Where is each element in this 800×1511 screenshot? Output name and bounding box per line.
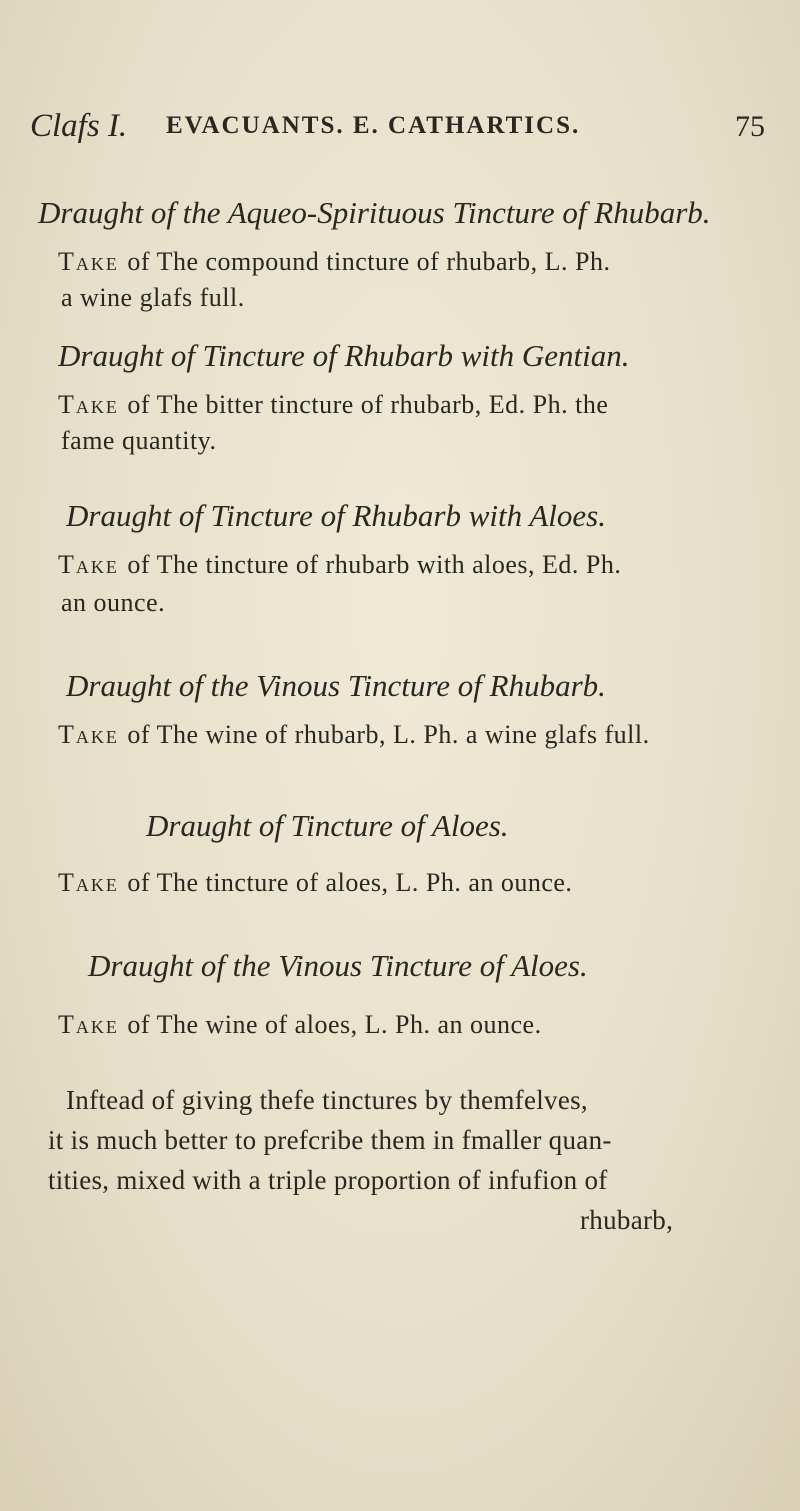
recipe-line [58,247,611,277]
section-label: Clafs I. [30,108,128,144]
recipe-line [58,720,650,750]
recipe-line [58,1010,542,1040]
recipe-line [58,868,572,898]
recipe-line: an ounce. [61,588,166,617]
recipe-entry [0,338,800,458]
paragraph-line: rhubarb, [580,1205,674,1235]
recipe-entry [0,808,800,898]
closing-paragraph [0,1085,800,1265]
paragraph-line: Inftead of giving thefe tinctures by themfelves, [66,1085,588,1115]
recipe-text: of The wine of aloes, L. Ph. an ounce. [127,1010,542,1039]
recipe-entry [0,948,800,1038]
recipe-entry [0,668,800,758]
recipe-text: of The bitter tincture of rhubarb, Ed. Ph. the [127,390,609,419]
paragraph-line: tities, mixed with a triple proportion of infufion of [48,1165,608,1195]
recipe-text: of The tincture of rhubarb with aloes, Ed. Ph. [127,550,622,579]
recipe-title: Draught of the Vinous Tincture of Rhubarb. [66,668,606,703]
recipe-text: of The compound tincture of rhubarb, L. Ph. [127,247,611,276]
recipe-line [58,550,621,580]
recipe-text: of The tincture of aloes, L. Ph. an ounce. [127,868,573,897]
recipe-line: a wine glafs full. [61,283,245,312]
take-word: Take [58,1010,128,1039]
recipe-title: Draught of Tincture of Rhubarb with Aloes. [66,498,606,533]
recipe-text: of The wine of rhubarb, L. Ph. a wine glafs full. [127,720,650,749]
recipe-line: fame quantity. [61,426,217,455]
take-word: Take [58,247,128,276]
recipe-entry [0,195,800,315]
recipe-title: Draught of the Vinous Tincture of Aloes. [88,948,588,983]
paragraph-line: it is much better to prefcribe them in fmaller quan- [48,1125,612,1155]
running-title: EVACUANTS. E. CATHARTICS. [166,112,581,139]
recipe-entry [0,498,800,618]
recipe-title: Draught of the Aqueo-Spirituous Tincture of Rhubarb. [38,195,711,230]
recipe-title: Draught of Tincture of Aloes. [146,808,509,843]
take-word: Take [58,550,128,579]
take-word: Take [58,720,128,749]
recipe-line [58,390,608,420]
page-number: 75 [735,110,765,143]
take-word: Take [58,868,128,897]
take-word: Take [58,390,128,419]
running-header [30,108,770,148]
recipe-title: Draught of Tincture of Rhubarb with Gentian. [58,338,630,373]
